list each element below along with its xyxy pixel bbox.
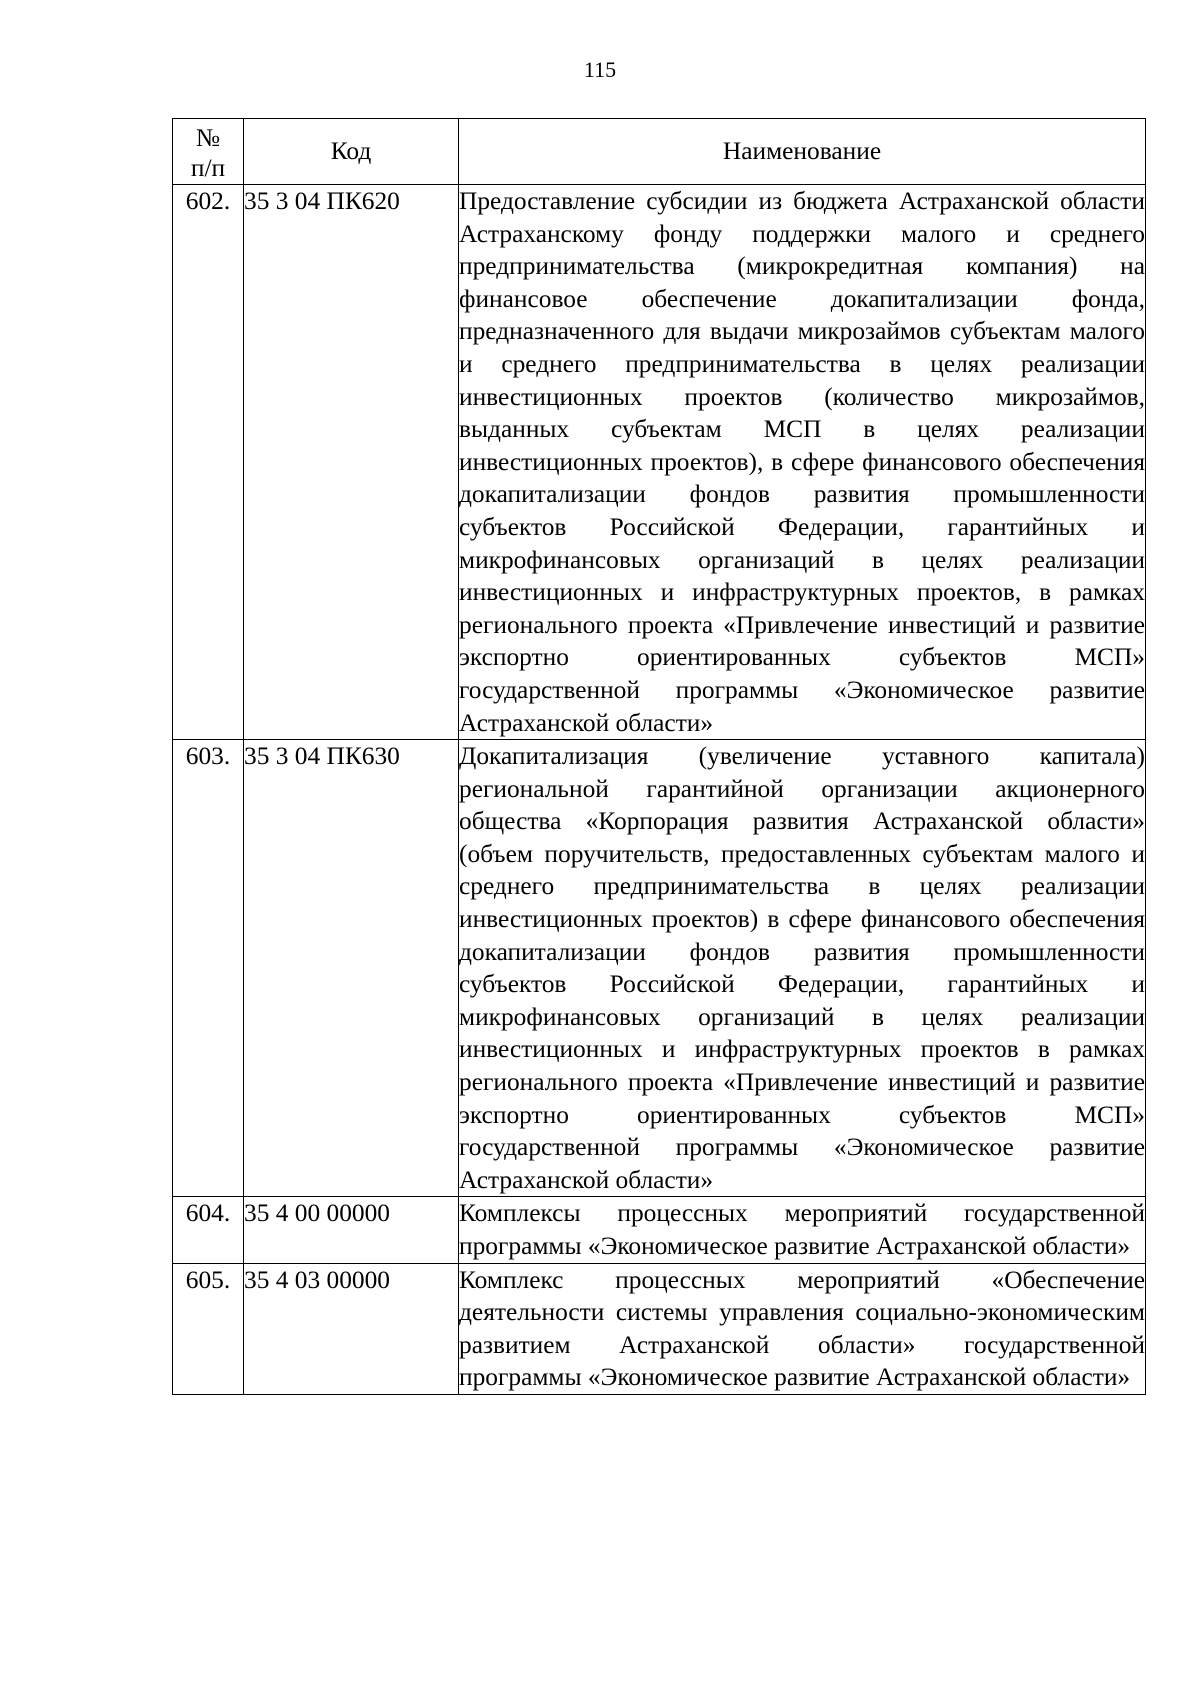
header-number-symbol: №: [195, 123, 221, 152]
row-code: 35 4 03 00000: [244, 1263, 459, 1394]
row-name: Предоставление субсидии из бюджета Астраханской области Астраханскому фонду поддержки малого и среднего предпринимательства (микрокредитная компания) на финансовое обеспечение докапитализации фонда, предназначенного для выдачи микрозаймов субъектам малого и среднего предпринимательства в целях реализации инвестиционных проектов (количество микрозаймов, выданных субъектам МСП в целях реализации инвестиционных проектов), в сфере финансового обеспечения докапитализации фондов развития промышленности субъектов Российской Федерации, гарантийных и микрофинансовых организаций в целях реализации инвестиционных и инфраструктурных проектов, в рамках регионального проекта «Привлечение инвестиций и развитие экспортно ориентированных субъектов МСП» государственной программы «Экономическое развитие Астраханской области»: [459, 185, 1146, 740]
row-number: 604.: [173, 1197, 244, 1263]
header-number: [173, 119, 244, 185]
row-code: 35 3 04 ПК620: [244, 185, 459, 740]
page-number: 115: [583, 57, 617, 82]
header-name: Наименование: [459, 119, 1146, 185]
table-row: [173, 185, 1146, 740]
row-code: 35 3 04 ПК630: [244, 740, 459, 1197]
row-number: 605.: [173, 1263, 244, 1394]
table-header-row: [173, 119, 1146, 185]
row-name: Докапитализация (увеличение уставного капитала) региональной гарантийной организации акционерного общества «Корпорация развития Астраханской области» (объем поручительств, предоставленных субъектам малого и среднего предпринимательства в целях реализации инвестиционных проектов) в сфере финансового обеспечения докапитализации фондов развития промышленности субъектов Российской Федерации, гарантийных и микрофинансовых организаций в целях реализации инвестиционных и инфраструктурных проектов в рамках регионального проекта «Привлечение инвестиций и развитие экспортно ориентированных субъектов МСП» государственной программы «Экономическое развитие Астраханской области»: [459, 740, 1146, 1197]
document-table: [172, 118, 1146, 1395]
row-name: Комплексы процессных мероприятий государственной программы «Экономическое развитие Астраханской области»: [459, 1197, 1146, 1263]
header-number-abbr: п/п: [190, 153, 226, 182]
table-row: [173, 1263, 1146, 1394]
header-code: Код: [244, 119, 459, 185]
table-row: [173, 740, 1146, 1197]
table-row: [173, 1197, 1146, 1263]
row-number: 603.: [173, 740, 244, 1197]
row-name: Комплекс процессных мероприятий «Обеспечение деятельности системы управления социально-экономическим развитием Астраханской области» государственной программы «Экономическое развитие Астраханской области»: [459, 1263, 1146, 1394]
row-number: 602.: [173, 185, 244, 740]
row-code: 35 4 00 00000: [244, 1197, 459, 1263]
